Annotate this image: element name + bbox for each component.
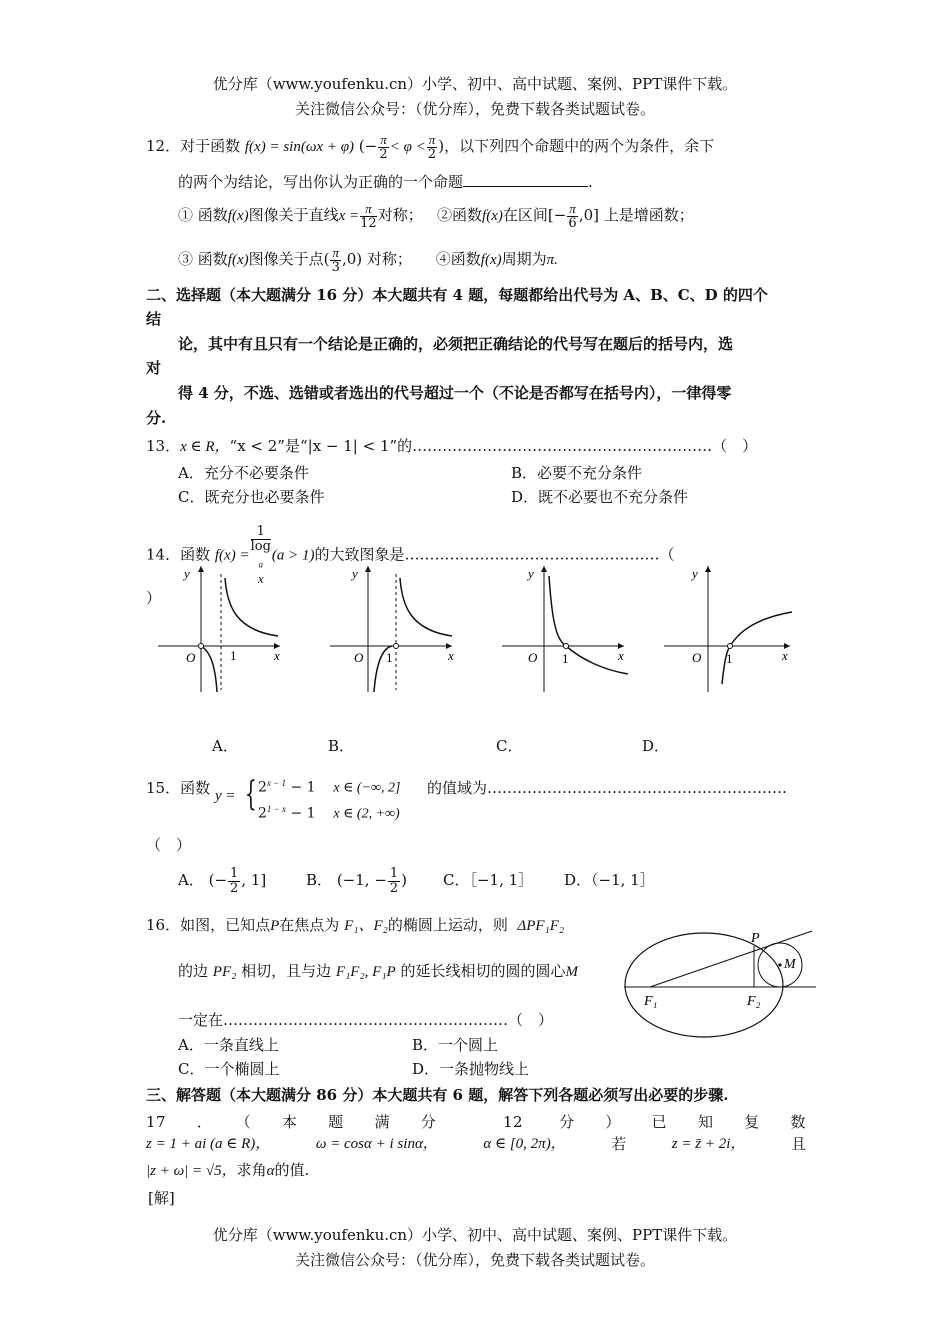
q17-head: 17．（本题满分 12 分）已知复数 <box>146 1113 806 1131</box>
q14-label-a[interactable]: A． <box>212 737 238 755</box>
graph-d[interactable] <box>664 566 792 692</box>
q15-piece-1: $2^{x - 1} - 1$ x ∈ (−∞, 2] <box>258 778 401 796</box>
left-brace: { <box>244 774 257 814</box>
q15-paren: （ ） <box>146 836 192 854</box>
q15-stem-lead: 15．函数 <box>146 779 211 797</box>
label-p: P <box>751 931 760 946</box>
axis-x-label: x <box>274 648 280 663</box>
q13-stem: 13．x ∈ R，“x < 2”是“|x − 1| < 1”的……………………………………………………（ ） <box>146 437 758 455</box>
svg-text:1: 1 <box>386 650 393 665</box>
axis-y-label: y <box>184 566 190 581</box>
q13-option-b[interactable]: B．必要不充分条件 <box>511 464 643 482</box>
header-line-2: 关注微信公众号：（优分库），免费下载各类试题试卷。 <box>294 100 655 118</box>
graph-a[interactable] <box>158 566 280 692</box>
q12-function: f(x) = sin(ωx + φ) <box>244 139 354 155</box>
section-2-line-1b: 结 <box>146 310 162 328</box>
fraction-pi-over-2: $\frac{\pi}{2}$ <box>379 131 388 162</box>
origin-label: O <box>186 650 196 665</box>
footer-line-1: 优分库（www.youfenku.cn）小学、初中、高中试题、案例、PPT课件下载。 <box>212 1226 738 1244</box>
label-f2: F₂ <box>747 994 761 1009</box>
q16-option-a[interactable]: A．一条直线上 <box>178 1036 279 1054</box>
q15-piece-2: $2^{1 - x} - 1$ x ∈ (2, +∞) <box>258 804 400 822</box>
svg-text:O: O <box>354 650 364 665</box>
section-3-title: 三、解答题（本大题满分 86 分）本大题共有 6 题，解答下列各题必须写出必要的步骤. <box>146 1086 729 1104</box>
graph-c[interactable] <box>502 566 628 692</box>
q14-label-c[interactable]: C． <box>496 737 523 755</box>
q12-line-1: 12．对于函数 f(x) = sin(ωx + φ) (− $\frac{\pi}{2}$ < φ < $\frac{\pi}{2}$ )，以下列四个命题中的两个为条件，余下 <box>146 131 715 162</box>
svg-text:1: 1 <box>562 651 569 666</box>
answer-blank[interactable] <box>463 172 588 187</box>
svg-text:x: x <box>618 648 624 663</box>
label-m: M <box>784 957 796 972</box>
q13-option-a[interactable]: A．充分不必要条件 <box>178 464 309 482</box>
header-line-1: 优分库（www.youfenku.cn）小学、初中、高中试题、案例、PPT课件下载。 <box>212 75 738 93</box>
q15-stem-tail: 的值域为…………………………………………………… <box>427 779 788 797</box>
q14-close-paren: ） <box>146 589 162 607</box>
label-f1: F₁ <box>644 994 658 1009</box>
section-2-line-3: 得 4 分，不选、选错或者选出的代号超过一个（不论是否都写在括号内），一律得零 <box>178 384 732 402</box>
q15-option-b[interactable]: B． (−1, − $\frac{1}{2}$ ) <box>306 865 408 896</box>
q15-y-equals: y = <box>215 788 236 804</box>
q16-option-d[interactable]: D．一条抛物线上 <box>412 1060 530 1078</box>
q12-proposition-1-2: ① 函数f(x)图像关于直线x = $\frac{\pi}{12}$ 对称； ②函数f(x)在区间[− $\frac{\pi}{6}$ ,0] 上是增函数； <box>178 200 694 231</box>
fraction-pi-over-2: $\frac{\pi}{2}$ <box>427 131 437 162</box>
q14-graphs <box>150 560 800 710</box>
q15-option-a[interactable]: A． (− $\frac{1}{2}$ , 1] <box>178 865 267 896</box>
section-2-line-2: 论，其中有且只有一个结论是正确的，必须把正确结论的代号写在题后的括号内，选 <box>178 335 734 353</box>
q12-number: 12． <box>146 137 181 155</box>
q13-option-c[interactable]: C．既充分也必要条件 <box>178 488 325 506</box>
svg-text:x: x <box>448 648 454 663</box>
footer-line-2: 关注微信公众号：（优分库），免费下载各类试题试卷。 <box>294 1251 655 1269</box>
q16-line-2: 的边 PF₂ 相切，且与边 F₁F₂, F₁P 的延长线相切的圆的圆心M <box>178 962 579 980</box>
svg-text:O: O <box>528 650 538 665</box>
svg-text:1: 1 <box>726 651 733 666</box>
center-dot <box>778 963 781 966</box>
section-2-line-1: 二、选择题（本大题满分 16 分）本大题共有 4 题，每题都给出代号为 A、B、C、D 的四个 <box>146 286 768 304</box>
q13-option-d[interactable]: D．既不必要也不充分条件 <box>511 488 689 506</box>
q17-line-2: z = 1 + ai (a ∈ R)， ω = cosα + i sinα， α ∈ [0, 2π)， 若 z = z̄ + 2i， 且 <box>146 1135 806 1153</box>
q16-option-c[interactable]: C．一个椭圆上 <box>178 1060 280 1078</box>
svg-text:O: O <box>692 650 702 665</box>
svg-text:y: y <box>692 566 698 581</box>
section-2-line-3b: 分. <box>146 409 167 427</box>
q16-line-1: 16．如图，已知点P在焦点为 F₁、F₂的椭圆上运动，则 ΔPF₁F₂ <box>146 916 565 934</box>
svg-text:x: x <box>782 648 788 663</box>
ellipse <box>625 933 783 1037</box>
q12-line-2: 的两个为结论，写出你认为正确的一个命题 . <box>178 173 593 191</box>
q15-option-c[interactable]: C．［−1, 1］ <box>443 871 534 889</box>
q15-option-d[interactable]: D．（−1, 1］ <box>564 871 655 889</box>
graph-b[interactable] <box>330 566 454 692</box>
q17-solution-label: [解] <box>148 1189 175 1207</box>
q14-label-b[interactable]: B． <box>328 737 355 755</box>
section-2-line-2b: 对 <box>146 359 162 377</box>
q14-label-d[interactable]: D． <box>642 737 670 755</box>
svg-text:y: y <box>528 566 534 581</box>
svg-text:y: y <box>352 566 358 581</box>
q17-line-3: |z + ω| = √5，求角α的值. <box>146 1161 310 1179</box>
q12-proposition-3-4: ③ 函数f(x)图像关于点( $\frac{\pi}{3}$ ,0) 对称； ④函数f(x)周期为π. <box>178 244 558 275</box>
q16-line-3: 一定在…………………………………………………（ ） <box>178 1011 554 1029</box>
q16-ellipse-figure <box>620 925 820 1045</box>
q14-stem: 14．函数 f(x) = 1 log $_a$ x (a > 1)的大致图象是……………………………………………（ <box>146 524 675 586</box>
tick-label: 1 <box>230 648 237 663</box>
q16-option-b[interactable]: B．一个圆上 <box>412 1036 499 1054</box>
